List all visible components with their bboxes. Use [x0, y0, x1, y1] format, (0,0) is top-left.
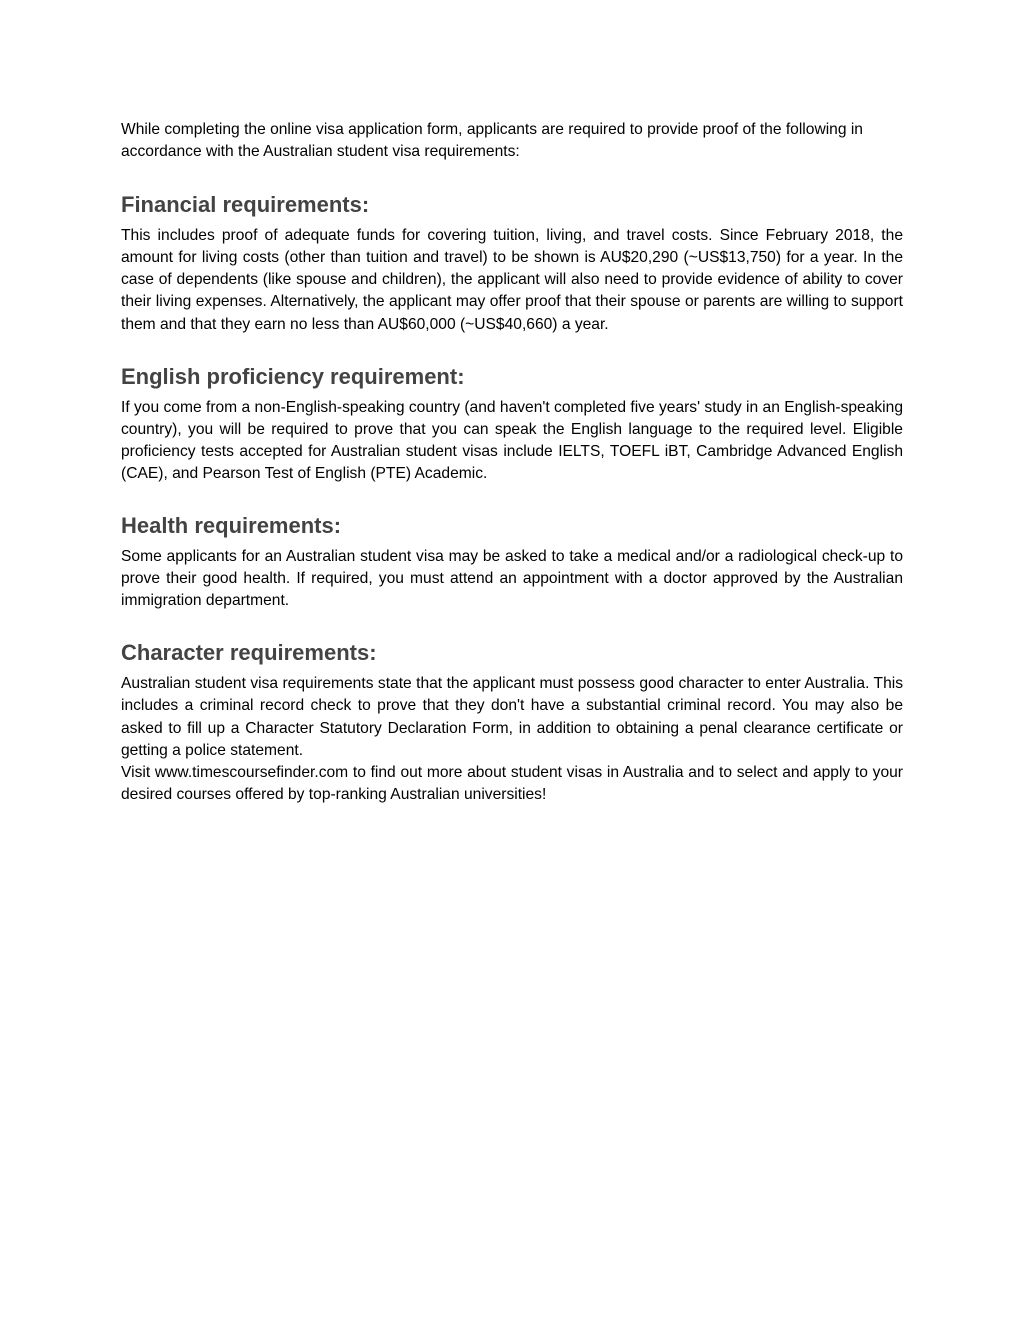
intro-paragraph: While completing the online visa application form, applicants are required to provide proof of the following in accordance with the Australian student visa requirements: [121, 121, 863, 161]
character-paragraph: Australian student visa requirements state that the applicant must possess good character to enter Australia. This includes a criminal record check to prove that they don't have a substantial criminal record. You may also be asked to fill up a Character Statutory Declaration Form, in addition to obtaining a penal clearance certificate or getting a police statement. [121, 675, 903, 759]
section-heading-character: Character requirements: [121, 640, 377, 666]
section-financial [121, 192, 903, 335]
english-paragraph: If you come from a non-English-speaking country (and haven't completed five years' study in an English-speaking country), you will be required to prove that you can speak the English language to the required level. Eligible proficiency tests accepted for Australian student visas include IELTS, TOEFL iBT, Cambridge Advanced English (CAE), and Pearson Test of English (PTE) Academic. [121, 398, 903, 482]
section-heading-health: Health requirements: [121, 513, 342, 539]
section-heading-financial: Financial requirements: [121, 192, 370, 218]
visit-paragraph: Visit www.timescoursefinder.com to find out more about student visas in Australia and to select and apply to your desired courses offered by top-ranking Australian universities! [121, 763, 903, 803]
section-character [121, 640, 903, 806]
document-page [121, 119, 903, 806]
section-english [121, 364, 903, 485]
section-heading-english: English proficiency requirement: [121, 363, 465, 389]
health-paragraph: Some applicants for an Australian student visa may be asked to take a medical and/or a radiological check-up to prove their good health. If required, you must attend an appointment with a doctor approved by the Australian immigration department. [121, 548, 903, 610]
financial-paragraph: This includes proof of adequate funds for covering tuition, living, and travel costs. Since February 2018, the amount for living costs (other than tuition and travel) to be shown is AU$20,290 (~US$13,750) for a year. In the case of dependents (like spouse and children), the applicant will also need to provide evidence of ability to cover their living expenses. Alternatively, the applicant may offer proof that their spouse or parents are willing to support them and that they earn no less than AU$60,000 (~US$40,660) a year. [121, 227, 903, 333]
section-health [121, 513, 903, 612]
